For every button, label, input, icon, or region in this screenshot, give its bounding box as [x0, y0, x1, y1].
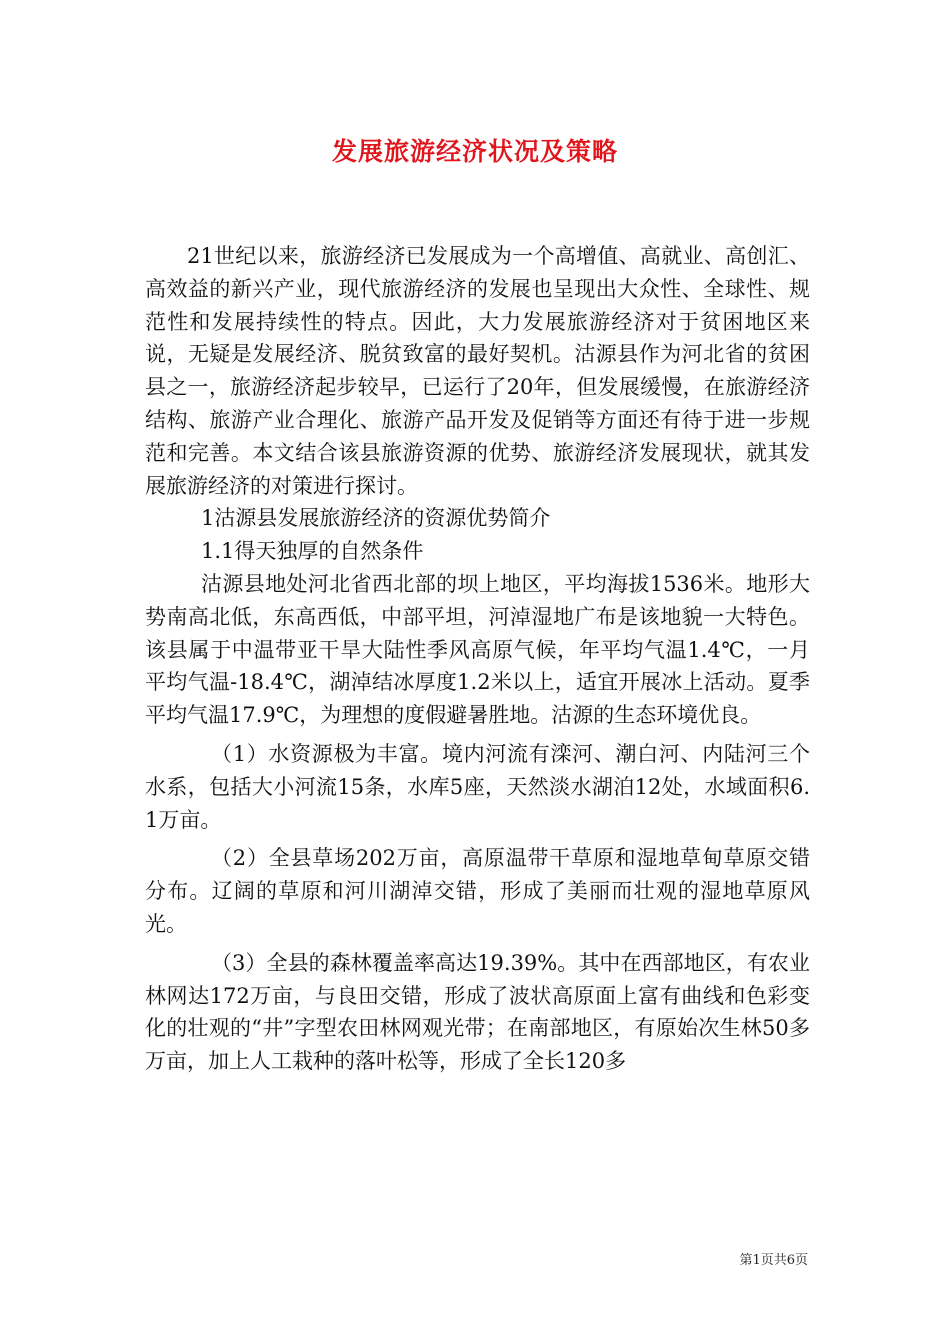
natural-conditions-paragraph: 沽源县地处河北省西北部的坝上地区，平均海拔1536米。地形大势南高北低，东高西低，中部平坦，河淖湿地广布是该地貌一大特色。该县属于中温带亚干旱大陆性季风高原气候，年平均气温1.4℃，一月平均气温-18.4℃，湖淖结冰厚度1.2米以上，适宜开展冰上活动。夏季平均气温17.9℃，为理想的度假避暑胜地。沽源的生态环境优良。 — [145, 571, 810, 728]
document-title: 发展旅游经济状况及策略 — [331, 137, 618, 166]
grassland-paragraph: （2）全县草场202万亩，高原温带干草原和湿地草甸草原交错分布。辽阔的草原和河川湖淖交错，形成了美丽而壮观的湿地草原风光。 — [145, 846, 810, 936]
subsection-heading: 1.1得天独厚的自然条件 — [201, 539, 424, 564]
document-body — [145, 240, 810, 1078]
section-heading: 1沽源县发展旅游经济的资源优势简介 — [201, 506, 551, 531]
forest-paragraph: （3）全县的森林覆盖率高达19.39%。其中在西部地区，有农业林网达172万亩，与良田交错，形成了波状高原面上富有曲线和色彩变化的壮观的“井”字型农田林网观光带；在南部地区，有原始次生林50多万亩，加上人工栽种的落叶松等，形成了全长120多 — [145, 950, 810, 1074]
intro-paragraph: 21世纪以来，旅游经济已发展成为一个高增值、高就业、高创汇、高效益的新兴产业，现代旅游经济的发展也呈现出大众性、全球性、规范性和发展持续性的特点。因此，大力发展旅游经济对于贫困地区来说，无疑是发展经济、脱贫致富的最好契机。沽源县作为河北省的贫困县之一，旅游经济起步较早，已运行了20年，但发展缓慢，在旅游经济结构、旅游产业合理化、旅游产品开发及促销等方面还有待于进一步规范和完善。本文结合该县旅游资源的优势、旅游经济发展现状，就其发展旅游经济的对策进行探讨。 — [145, 244, 810, 498]
page-number-footer: 第1页共6页 — [739, 1253, 808, 1268]
water-resources-paragraph: （1）水资源极为丰富。境内河流有滦河、潮白河、内陆河三个水系，包括大小河流15条，水库5座，天然淡水湖泊12处，水域面积6.1万亩。 — [145, 741, 810, 832]
